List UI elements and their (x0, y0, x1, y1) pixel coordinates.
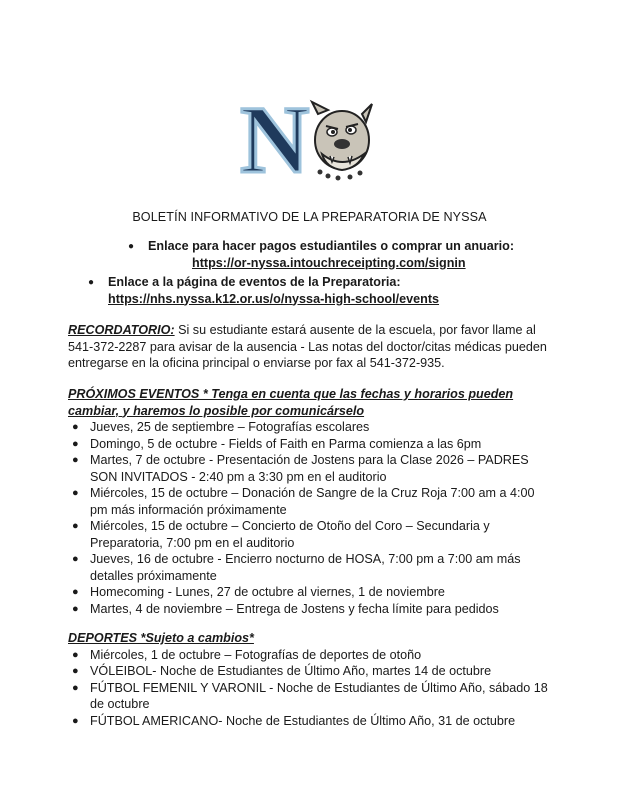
bulldog-icon (312, 102, 372, 181)
reminder-heading: RECORDATORIO: (68, 323, 175, 337)
bullet-icon: ● (72, 454, 79, 466)
sports-section (68, 630, 548, 729)
bullet-icon: ● (72, 586, 79, 598)
events-heading: PRÓXIMOS EVENTOS * Tenga en cuenta que las fechas y horarios pueden cambiar, y haremos lo posible por comunicárselo (68, 387, 514, 418)
list-item: ● Miércoles, 15 de octubre – Donación de Sangre de la Cruz Roja 7:00 am a 4:00 pm más información próximamente (72, 486, 535, 517)
bullet-icon: ● (72, 520, 79, 532)
bullet-icon: ● (72, 681, 79, 694)
events-section (68, 386, 548, 617)
list-item: ● Miércoles, 1 de octubre – Fotografías de deportes de otoño (72, 647, 422, 662)
school-logo (238, 96, 378, 182)
bullet-icon: ● (72, 487, 79, 499)
list-item: ● FÚTBOL FEMENIL Y VARONIL - Noche de Estudiantes de Último Año, sábado 18 de octubre (72, 680, 548, 711)
bullet-icon: ● (72, 437, 79, 450)
link-item-events (88, 274, 548, 307)
bullet-icon: ● (72, 421, 79, 433)
list-item: ● Miércoles, 15 de octubre – Concierto de Otoño del Coro – Secundaria y Preparatoria, 7:00 pm en el auditorio (72, 519, 490, 550)
bullet-icon: ● (72, 602, 79, 615)
link-item-payments (128, 238, 548, 271)
link-label: Enlace para hacer pagos estudiantiles o comprar un anuario: (148, 239, 515, 253)
list-item: ● Martes, 4 de noviembre – Entrega de Jostens y fecha límite para pedidos (72, 601, 499, 616)
events-link[interactable]: https://nhs.nyssa.k12.or.us/o/nyssa-high-school/events (108, 291, 440, 306)
list-item: ● Jueves, 16 de octubre - Encierro nocturno de HOSA, 7:00 pm a 7:00 am más detalles próximamente (72, 552, 521, 583)
bullet-icon: ● (88, 277, 95, 288)
bullet-icon: ● (72, 714, 79, 727)
list-item: ● FÚTBOL AMERICANO- Noche de Estudiantes de Último Año, 31 de octubre (72, 713, 516, 728)
reminder-section (68, 322, 558, 372)
list-item: ● Jueves, 25 de septiembre – Fotografías escolares (72, 420, 370, 434)
bullet-icon: ● (72, 553, 79, 565)
list-item: ● VÓLEIBOL- Noche de Estudiantes de Último Año, martes 14 de octubre (72, 664, 492, 678)
list-item: ● Domingo, 5 de octubre - Fields of Faith en Parma comienza a las 6pm (72, 436, 482, 451)
bullet-icon: ● (72, 665, 79, 677)
logo-letter: N (240, 96, 310, 182)
list-item: ● Homecoming - Lunes, 27 de octubre al viernes, 1 de noviembre (72, 585, 445, 599)
sports-list (68, 647, 548, 730)
payments-link[interactable]: https://or-nyssa.intouchreceipting.com/signin (192, 255, 466, 270)
bullet-icon: ● (128, 241, 135, 252)
sports-heading: DEPORTES *Sujeto a cambios* (68, 631, 254, 645)
reminder-text: Si su estudiante estará ausente de la escuela, por favor llame al 541-372-2287 para avisar de la ausencia - Las notas del doctor/citas médicas pueden entregarse en la oficina principal o enviarse por fax al 541-372-935. (68, 323, 547, 370)
page-title: BOLETÍN INFORMATIVO DE LA PREPARATORIA DE NYSSA (132, 210, 487, 224)
link-label: Enlace a la página de eventos de la Preparatoria: (108, 275, 401, 289)
bullet-icon: ● (72, 648, 79, 661)
events-list (68, 419, 548, 617)
list-item: ● Martes, 7 de octubre - Presentación de Jostens para la Clase 2026 – PADRES SON INVITADOS - 2:40 pm a 3:30 pm en el auditorio (72, 453, 529, 484)
